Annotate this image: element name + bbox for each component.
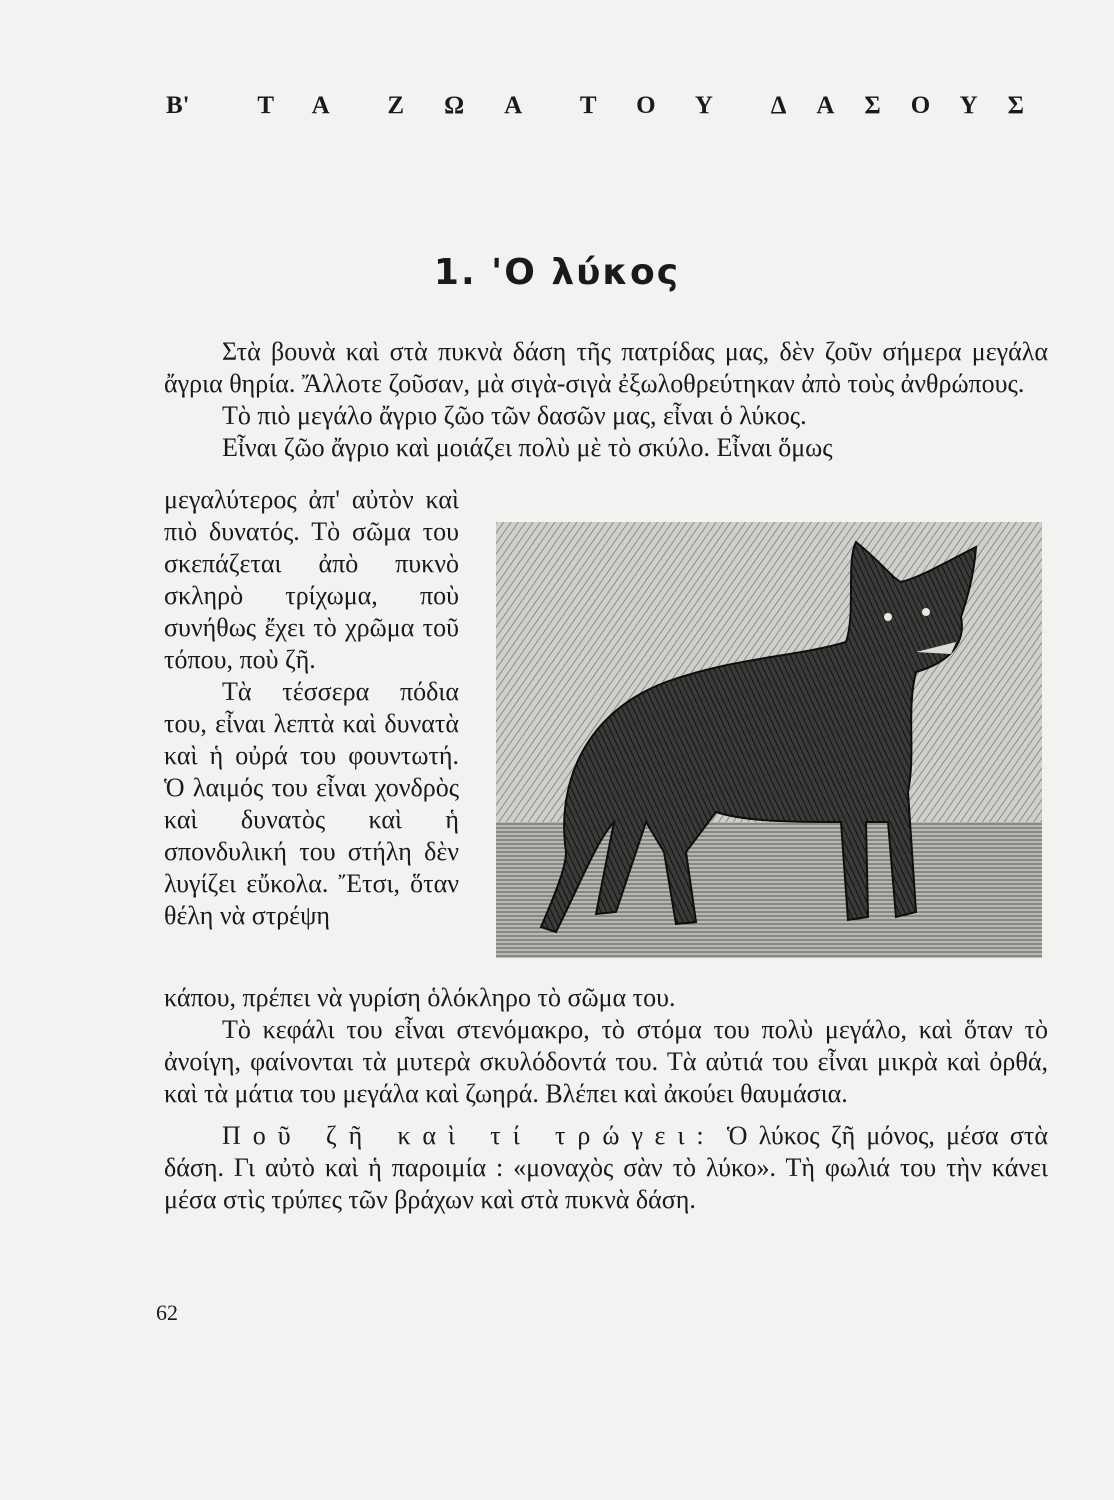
wolf-engraving-icon: [496, 522, 1042, 958]
page-number: 62: [156, 1300, 178, 1325]
paragraph-3-column: μεγαλύτερος ἀπ' αὐτὸν καὶ πιὸ δυνατός. Τὸ σῶμα του σκεπάζεται ἀπὸ πυκνὸ σκληρὸ τρίχωμα, ποὺ συνήθως ἔχει τὸ χρῶμα τοῦ τόπου, ποὺ ζῆ.: [164, 485, 459, 674]
wolf-illustration: [496, 522, 1042, 958]
head-word-2: ΖΩΑ: [387, 92, 563, 119]
column-text: [164, 484, 459, 932]
head-word-4: ΔΑΣΟΥΣ: [770, 92, 1054, 119]
paragraph-6: [164, 1120, 1048, 1216]
intro-block: [164, 336, 1048, 464]
running-head: [166, 92, 1054, 120]
head-word-3: ΤΟΥ: [579, 92, 753, 119]
head-word-1: ΤΑ: [257, 92, 370, 119]
chapter-number: Β': [166, 92, 190, 119]
paragraph-4-end: κάπου, πρέπει νὰ γυρίση ὁλόκληρο τὸ σῶμα του.: [164, 983, 676, 1012]
paragraph-1: Στὰ βουνὰ καὶ στὰ πυκνὰ δάση τῆς πατρίδας μας, δὲν ζοῦν σήμερα μεγάλα ἄγρια θηρία. Ἄλλοτε ζοῦσαν, μὰ σιγὰ-σιγὰ ἐξωλοθρεύτηκαν ἀπὸ τοὺς ἀνθρώπους.: [164, 337, 1048, 398]
paragraph-2: Τὸ πιὸ μεγάλο ἄγριο ζῶο τῶν δασῶν μας, εἶναι ὁ λύκος.: [222, 401, 807, 430]
paragraph-4-column: Τὰ τέσσερα πόδια του, εἶναι λεπτὰ καὶ δυνατὰ καὶ ἡ οὐρά του φουντωτή. Ὁ λαιμός του εἶναι χονδρὸς καὶ δυνατὸς καὶ ἡ σπονδυλική του στήλη δὲν λυγίζει εὔκολα. Ἔτσι, ὅταν θέλη νὰ στρέψη: [164, 677, 459, 930]
chapter-title: 1. 'Ο λύκος: [433, 252, 681, 293]
section-subhead: Ποῦ ζῆ καὶ τί τρώγει:: [222, 1121, 716, 1150]
lower-block: [164, 982, 1048, 1216]
paragraph-5: Τὸ κεφάλι του εἶναι στενόμακρο, τὸ στόμα του πολὺ μεγάλο, καὶ ὅταν τὸ ἀνοίγη, φαίνονται τὰ μυτερὰ σκυλόδοντά του. Τὰ αὐτιά του εἶναι μικρὰ καὶ ὀρθά, καὶ τὰ μάτια του μεγάλα καὶ ζωηρά. Βλέπει καὶ ἀκούει θαυμάσια.: [164, 1015, 1048, 1108]
paragraph-6-text: Ὁ λύκος ζῆ μόνος, μέσα στὰ δάση. Γι αὐτὸ καὶ ἡ παροιμία : «μοναχὸς σὰν τὸ λύκο». Τὴ φωλιά του τὴν κάνει μέσα στὶς τρύπες τῶν βράχων καὶ στὰ πυκνὰ δάση.: [164, 1121, 1049, 1214]
paragraph-3-start: Εἶναι ζῶο ἄγριο καὶ μοιάζει πολὺ μὲ τὸ σκύλο. Εἶναι ὅμως: [222, 433, 833, 462]
